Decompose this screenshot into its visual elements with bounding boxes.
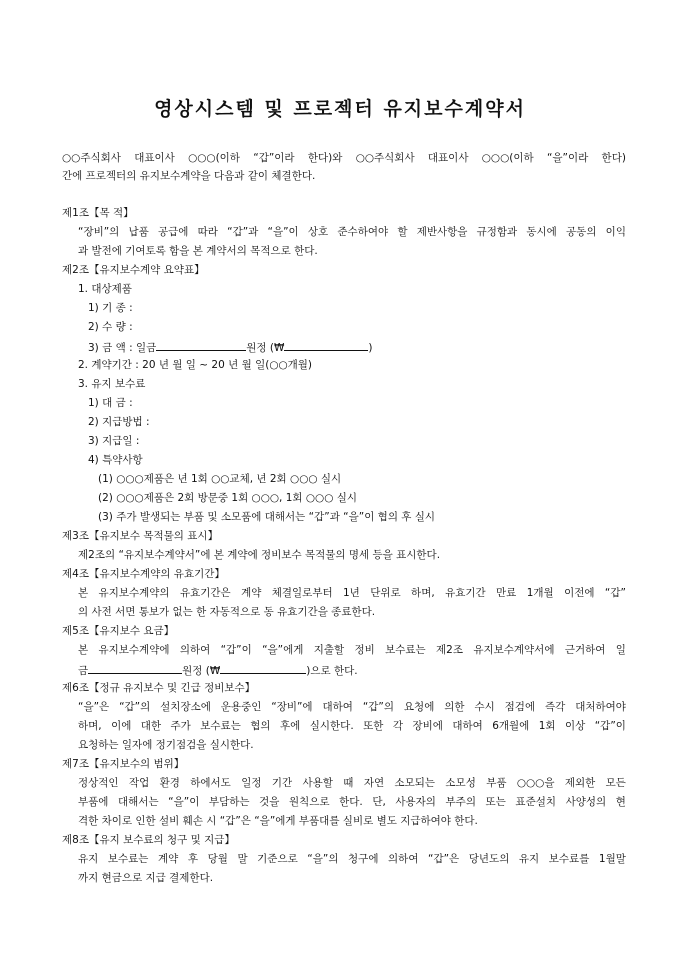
article-6-line-3: 요청하는 일자에 정기점검을 실시한다. xyxy=(78,739,254,751)
special-term-1: (1) ○○○제품은 년 1회 ○○교체, 년 2회 ○○○ 실시 xyxy=(98,473,342,485)
article-6-heading: 제6조【정규 유지보수 및 긴급 정비보수】 xyxy=(62,682,256,694)
word: 제외한 xyxy=(564,777,596,789)
intro-line-2: 간에 프로젝터의 유지보수계약을 다음과 같이 체결한다. xyxy=(62,170,316,182)
word: 의하여 xyxy=(388,853,419,865)
word: 사양성의 xyxy=(565,796,607,808)
word: 현 xyxy=(615,796,626,808)
word: 하에서도 xyxy=(190,777,231,789)
fee-korean-blank xyxy=(88,662,182,674)
word: 실시한다. xyxy=(309,720,354,732)
word: ○○○(이하 xyxy=(188,152,240,164)
word: 납품 xyxy=(128,226,149,238)
word: 만료 xyxy=(496,587,517,599)
word: 대하여 xyxy=(452,720,483,732)
word: 원칙으로 xyxy=(288,796,330,808)
word: 즉각 xyxy=(545,701,566,713)
word: 근거하여 xyxy=(564,644,606,656)
word: 한다) xyxy=(601,152,626,164)
word: 유지보수계약의 xyxy=(98,587,170,599)
word: “갑”이라 xyxy=(253,152,295,164)
word: “을”이라 xyxy=(546,152,589,164)
word: 주가 xyxy=(170,720,191,732)
word: 운용중인 xyxy=(220,701,262,713)
word: 후에 xyxy=(280,720,301,732)
fee-won-label: 원정 (₩ xyxy=(182,665,221,677)
word: 유지보수계약에 xyxy=(98,644,170,656)
target-product-label: 1. 대상제품 xyxy=(78,283,132,295)
word: 부주의 xyxy=(445,796,476,808)
word: 이익 xyxy=(605,226,626,238)
word: 모든 xyxy=(605,777,626,789)
amount-close-paren: ) xyxy=(368,342,373,354)
word: 1회 xyxy=(538,720,556,732)
word: 정상적인 xyxy=(78,777,119,789)
word: 소모되는 xyxy=(394,777,436,789)
fee-amount-field: 1) 대 금 : xyxy=(88,397,133,409)
word: 준수하여야 xyxy=(337,226,389,238)
article-1-line-2: 과 발전에 기여토록 함을 본 계약서의 목적으로 한다. xyxy=(78,245,318,257)
word: 대한 xyxy=(140,720,162,732)
article-7-line-3: 격한 차이로 인한 설비 훼손 시 “갑”은 “을”에게 부품대를 실비로 별도 지급하여야 한다. xyxy=(78,815,478,827)
article-1-heading: 제1조【목 적】 xyxy=(62,207,134,219)
word: 대하여 xyxy=(322,701,353,713)
word: 의하여 xyxy=(179,644,211,656)
word: 일정 xyxy=(241,777,262,789)
word: 본 xyxy=(78,644,89,656)
word: 보수료는 xyxy=(385,644,426,656)
word: 부품 xyxy=(486,777,507,789)
document-title: 영상시스템 및 프로젝터 유지보수계약서 xyxy=(154,98,526,120)
article-8-line-1 xyxy=(78,852,626,866)
word: 말 xyxy=(237,853,248,865)
word: 청구에 xyxy=(348,853,379,865)
word: “을”은 xyxy=(78,701,110,713)
word: 또한 xyxy=(363,720,384,732)
word: 기간 xyxy=(271,777,293,789)
word: 이상 xyxy=(565,720,586,732)
model-field: 1) 기 종 : xyxy=(88,302,133,314)
special-terms-label: 4) 특약사항 xyxy=(88,454,143,466)
word: 사용할 xyxy=(302,777,333,789)
word: 1년 xyxy=(343,587,360,599)
word: 제2조 xyxy=(436,644,463,656)
word: 또는 xyxy=(485,796,506,808)
amount-number-blank xyxy=(284,339,368,351)
word: 따라 xyxy=(197,226,218,238)
word: 소모성 xyxy=(445,777,476,789)
word: 공급에 xyxy=(158,226,189,238)
word: 기준으로 xyxy=(257,853,298,865)
article-3-heading: 제3조【유지보수 목적물의 표시】 xyxy=(62,530,219,542)
word: “갑”이 xyxy=(220,644,252,656)
word: “갑”이 xyxy=(594,720,626,732)
word: “갑”은 xyxy=(428,853,460,865)
quantity-field: 2) 수 량 : xyxy=(88,321,133,333)
word: 유지 xyxy=(518,853,540,865)
word: “을”이 xyxy=(267,226,299,238)
word: ○○○을 xyxy=(516,777,555,789)
word: 작업 xyxy=(128,777,150,789)
fee-suffix: )으로 한다. xyxy=(306,665,358,677)
word: 일 xyxy=(615,644,626,656)
word: 하며, xyxy=(78,720,102,732)
article-7-line-2 xyxy=(78,795,626,809)
article-6-line-1 xyxy=(78,700,626,714)
word: 단위로 xyxy=(370,587,401,599)
word: 대표이사 xyxy=(134,152,175,164)
word: 대해서는 xyxy=(118,796,159,808)
article-4-line-2: 의 사전 서면 통보가 없는 한 자동적으로 동 유효기간을 종료한다. xyxy=(78,606,376,618)
word: 대처하여야 xyxy=(575,701,626,713)
word: 의한 xyxy=(444,701,465,713)
word: ○○주식회사 xyxy=(62,152,121,164)
word: 보수료는 xyxy=(107,853,149,865)
word: “을”이 xyxy=(168,796,200,808)
word: 1개월 xyxy=(526,587,554,599)
word: ○○주식회사 xyxy=(355,152,415,164)
word: 자연 xyxy=(363,777,385,789)
word: 본 xyxy=(78,587,89,599)
intro-line-1 xyxy=(62,151,626,165)
word: 제반사항을 xyxy=(416,226,468,238)
word: 표준설치 xyxy=(515,796,556,808)
word: 단, xyxy=(372,796,386,808)
contract-period: 2. 계약기간 : 20 년 월 일 ~ 20 년 월 일(○○개월) xyxy=(78,359,313,371)
word: 이에 xyxy=(111,720,132,732)
word: “갑” xyxy=(604,587,626,599)
fee-prefix: 금 xyxy=(78,665,89,677)
word: 동시에 xyxy=(526,226,557,238)
word: 한다)와 xyxy=(307,152,343,164)
article-6-line-2 xyxy=(78,719,626,733)
word: 공동의 xyxy=(566,226,597,238)
word: “갑”의 xyxy=(362,701,394,713)
word: 부담하는 xyxy=(208,796,250,808)
article-5-heading: 제5조【유지보수 요금】 xyxy=(62,625,175,637)
special-term-2: (2) ○○○제품은 2회 방문중 1회 ○○○, 1회 ○○○ 실시 xyxy=(98,492,357,504)
word: 정비 xyxy=(354,644,375,656)
word: 장비에 xyxy=(412,720,443,732)
word: ○○○(이하 xyxy=(481,152,534,164)
amount-label: 3) 금 액 : 일금 xyxy=(88,342,157,354)
article-5-line-2 xyxy=(78,662,358,678)
word: 1월말 xyxy=(598,853,626,865)
article-2-heading: 제2조【유지보수계약 요약표】 xyxy=(62,264,205,276)
word: 상호 xyxy=(307,226,329,238)
word: 당년도의 xyxy=(468,853,510,865)
payment-date-field: 3) 지급일 : xyxy=(88,435,140,447)
word: 보수료는 xyxy=(200,720,241,732)
article-7-line-1 xyxy=(78,776,626,790)
word: 협의 xyxy=(250,720,271,732)
article-5-line-1 xyxy=(78,643,626,657)
word: “장비”의 xyxy=(78,226,120,238)
word: 사용자의 xyxy=(395,796,436,808)
word: 하며, xyxy=(411,587,435,599)
amount-korean-blank xyxy=(156,339,246,351)
word: 유효기간은 xyxy=(179,587,231,599)
word: 6개월에 xyxy=(492,720,530,732)
word: 설치장소에 xyxy=(160,701,211,713)
amount-won-label: 원정 (₩ xyxy=(246,342,285,354)
article-8-line-2: 까지 현금으로 지급 결제한다. xyxy=(78,872,214,884)
word: “을”의 xyxy=(307,853,339,865)
word: 할 xyxy=(397,226,408,238)
article-4-heading: 제4조【유지보수계약의 유효기간】 xyxy=(62,568,225,580)
word: 규정함과 xyxy=(476,226,518,238)
article-7-heading: 제7조【유지보수의 범위】 xyxy=(62,758,185,770)
word: 것을 xyxy=(259,796,280,808)
word: 유지 xyxy=(78,853,99,865)
word: 한다. xyxy=(339,796,363,808)
word: “갑”의 xyxy=(119,701,151,713)
article-1-line-1 xyxy=(78,225,626,239)
word: 계약 xyxy=(241,587,262,599)
word: 요청에 xyxy=(403,701,435,713)
word: 때 xyxy=(343,777,354,789)
word: 보수료를 xyxy=(548,853,590,865)
word: 계약 xyxy=(158,853,179,865)
word: 지출할 xyxy=(313,644,345,656)
word: 유지보수계약서에 xyxy=(473,644,555,656)
word: 수시 xyxy=(474,701,495,713)
word: 대표이사 xyxy=(427,152,469,164)
word: “장비”에 xyxy=(271,701,313,713)
fee-number-blank xyxy=(220,662,306,674)
word: 유효기간 xyxy=(445,587,486,599)
amount-field xyxy=(88,339,372,355)
article-4-line-1 xyxy=(78,586,626,600)
word: 체결일로부터 xyxy=(271,587,333,599)
word: 부품에 xyxy=(78,796,109,808)
word: “갑”과 xyxy=(227,226,259,238)
payment-method-field: 2) 지급방법 : xyxy=(88,416,150,428)
word: 당월 xyxy=(207,853,228,865)
word: 이전에 xyxy=(564,587,595,599)
word: 각 xyxy=(392,720,403,732)
word: 환경 xyxy=(159,777,180,789)
article-3-line: 제2조의 “유지보수계약서”에 본 계약에 정비보수 목적물의 명세 등을 표시한다. xyxy=(78,549,441,561)
word: “을”에게 xyxy=(262,644,304,656)
article-8-heading: 제8조【유지 보수료의 청구 및 지급】 xyxy=(62,834,235,846)
special-term-3: (3) 주가 발생되는 부품 및 소모품에 대해서는 “갑”과 “을”이 협의 후 실시 xyxy=(98,511,436,523)
word: 점검에 xyxy=(504,701,536,713)
word: 후 xyxy=(187,853,199,865)
maintenance-fee-label: 3. 유지 보수료 xyxy=(78,378,146,390)
